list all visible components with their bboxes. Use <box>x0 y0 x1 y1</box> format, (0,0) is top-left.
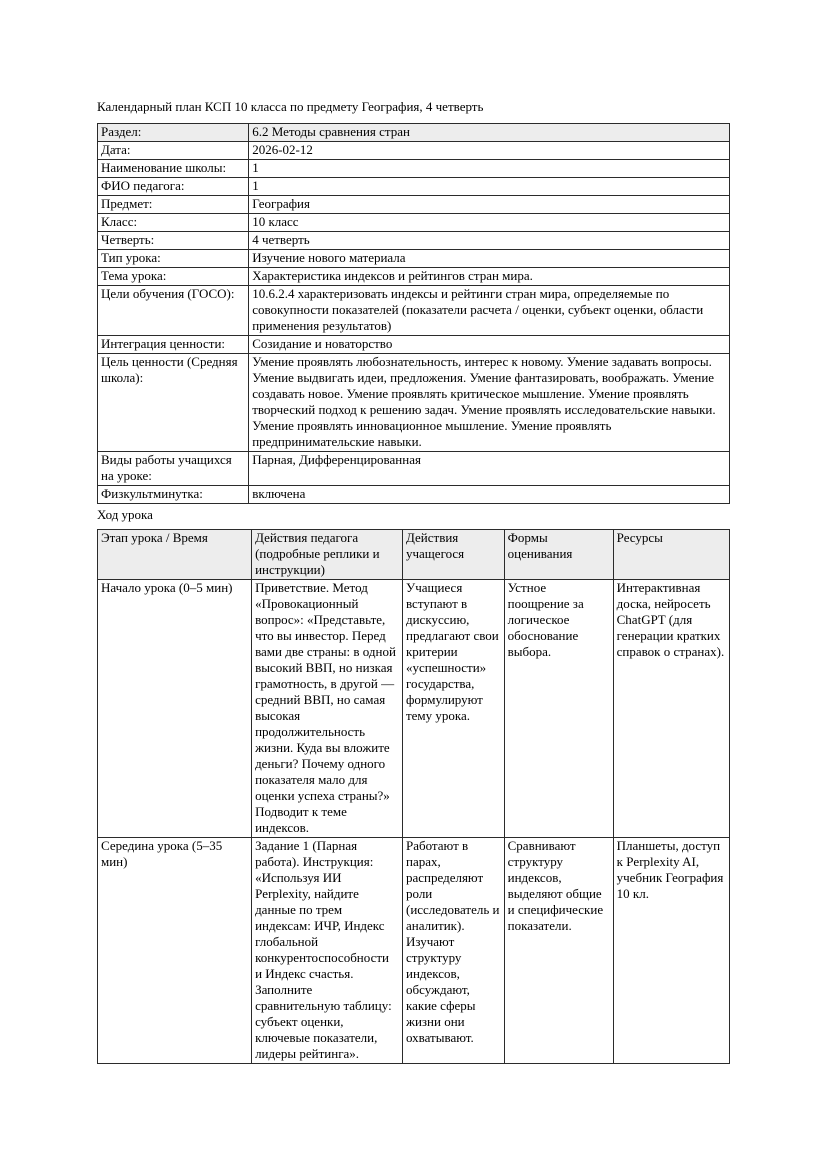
info-label: Раздел: <box>98 124 249 142</box>
resources-cell: Планшеты, доступ к Perplexity AI, учебник География 10 кл. <box>613 838 729 1064</box>
column-header-stage: Этап урока / Время <box>98 530 252 580</box>
info-value: 10.6.2.4 характеризовать индексы и рейтинги стран мира, определяемые по совокупности показателей (показатели расчета / оценки, субъект оценки, области применения результатов) <box>249 286 730 336</box>
resources-cell: Интерактивная доска, нейросеть ChatGPT (для генерации кратких справок о странах). <box>613 580 729 838</box>
table-row <box>98 452 730 486</box>
info-value: 4 четверть <box>249 232 730 250</box>
teacher-actions-cell: Приветствие. Метод «Провокационный вопрос»: «Представьте, что вы инвестор. Перед вами две страны: в одной высокий ВВП, но низкая грамотность, в другой — средний ВВП, но самая высокая продолжительность жизни. Куда вы вложите деньги? Почему одного показателя мало для оценки успеха страны?» Подводит к теме индексов. <box>252 580 403 838</box>
table-row <box>98 178 730 196</box>
info-value: включена <box>249 486 730 504</box>
student-actions-cell: Учащиеся вступают в дискуссию, предлагают свои критерии «успешности» государства, формулируют тему урока. <box>402 580 504 838</box>
column-header-teacher-actions: Действия педагога (подробные реплики и инструкции) <box>252 530 403 580</box>
stage-cell: Начало урока (0–5 мин) <box>98 580 252 838</box>
table-row <box>98 124 730 142</box>
table-row <box>98 214 730 232</box>
table-row <box>98 196 730 214</box>
info-label: Цели обучения (ГОСО): <box>98 286 249 336</box>
info-value: Парная, Дифференцированная <box>249 452 730 486</box>
column-header-resources: Ресурсы <box>613 530 729 580</box>
document-content <box>97 99 730 1064</box>
student-actions-cell: Работают в парах, распределяют роли (исследователь и аналитик). Изучают структуру индексов, обсуждают, какие сферы жизни они охватывают. <box>402 838 504 1064</box>
section-heading: Ход урока <box>97 507 153 522</box>
info-label: Цель ценности (Средняя школа): <box>98 354 249 452</box>
info-label: Виды работы учащихся на уроке: <box>98 452 249 486</box>
table-row <box>98 336 730 354</box>
table-row <box>98 286 730 336</box>
lesson-info-table <box>97 123 730 504</box>
stage-cell: Середина урока (5–35 мин) <box>98 838 252 1064</box>
info-value: 10 класс <box>249 214 730 232</box>
info-value: 1 <box>249 160 730 178</box>
info-value: География <box>249 196 730 214</box>
table-row <box>98 160 730 178</box>
info-label: Предмет: <box>98 196 249 214</box>
page-title: Календарный план КСП 10 класса по предмету География, 4 четверть <box>97 99 484 114</box>
info-label: Тема урока: <box>98 268 249 286</box>
table-row <box>98 580 730 838</box>
info-label: Наименование школы: <box>98 160 249 178</box>
info-label: Интеграция ценности: <box>98 336 249 354</box>
table-row <box>98 838 730 1064</box>
info-label: Тип урока: <box>98 250 249 268</box>
table-header-row <box>98 530 730 580</box>
info-value: 2026-02-12 <box>249 142 730 160</box>
table-row <box>98 232 730 250</box>
info-label: Четверть: <box>98 232 249 250</box>
info-label: Класс: <box>98 214 249 232</box>
info-label: Физкультминутка: <box>98 486 249 504</box>
info-value: Умение проявлять любознательность, интерес к новому. Умение задавать вопросы. Умение выдвигать идеи, предложения. Умение фантазировать, воображать. Умение создавать новое. Умение проявлять критическое мышление. Умение проявлять творческий подход к решению задач. Умение проявлять исследовательские навыки. Умение проявлять инновационное мышление. Умение проявлять предпринимательские навыки. <box>249 354 730 452</box>
info-value: Характеристика индексов и рейтингов стран мира. <box>249 268 730 286</box>
info-value: 6.2 Методы сравнения стран <box>249 124 730 142</box>
column-header-assessment: Формы оценивания <box>504 530 613 580</box>
info-value: Изучение нового материала <box>249 250 730 268</box>
lesson-flow-table <box>97 529 730 1064</box>
table-row <box>98 486 730 504</box>
assessment-cell: Сравнивают структуру индексов, выделяют общие и специфические показатели. <box>504 838 613 1064</box>
info-label: ФИО педагога: <box>98 178 249 196</box>
column-header-student-actions: Действия учащегося <box>402 530 504 580</box>
table-row <box>98 354 730 452</box>
table-row <box>98 142 730 160</box>
table-row <box>98 268 730 286</box>
table-row <box>98 250 730 268</box>
info-value: Созидание и новаторство <box>249 336 730 354</box>
teacher-actions-cell: Задание 1 (Парная работа). Инструкция: «Используя ИИ Perplexity, найдите данные по трем индексам: ИЧР, Индекс глобальной конкурентоспособности и Индекс счастья. Заполните сравнительную таблицу: субъект оценки, ключевые показатели, лидеры рейтинга». <box>252 838 403 1064</box>
info-value: 1 <box>249 178 730 196</box>
info-label: Дата: <box>98 142 249 160</box>
assessment-cell: Устное поощрение за логическое обоснование выбора. <box>504 580 613 838</box>
